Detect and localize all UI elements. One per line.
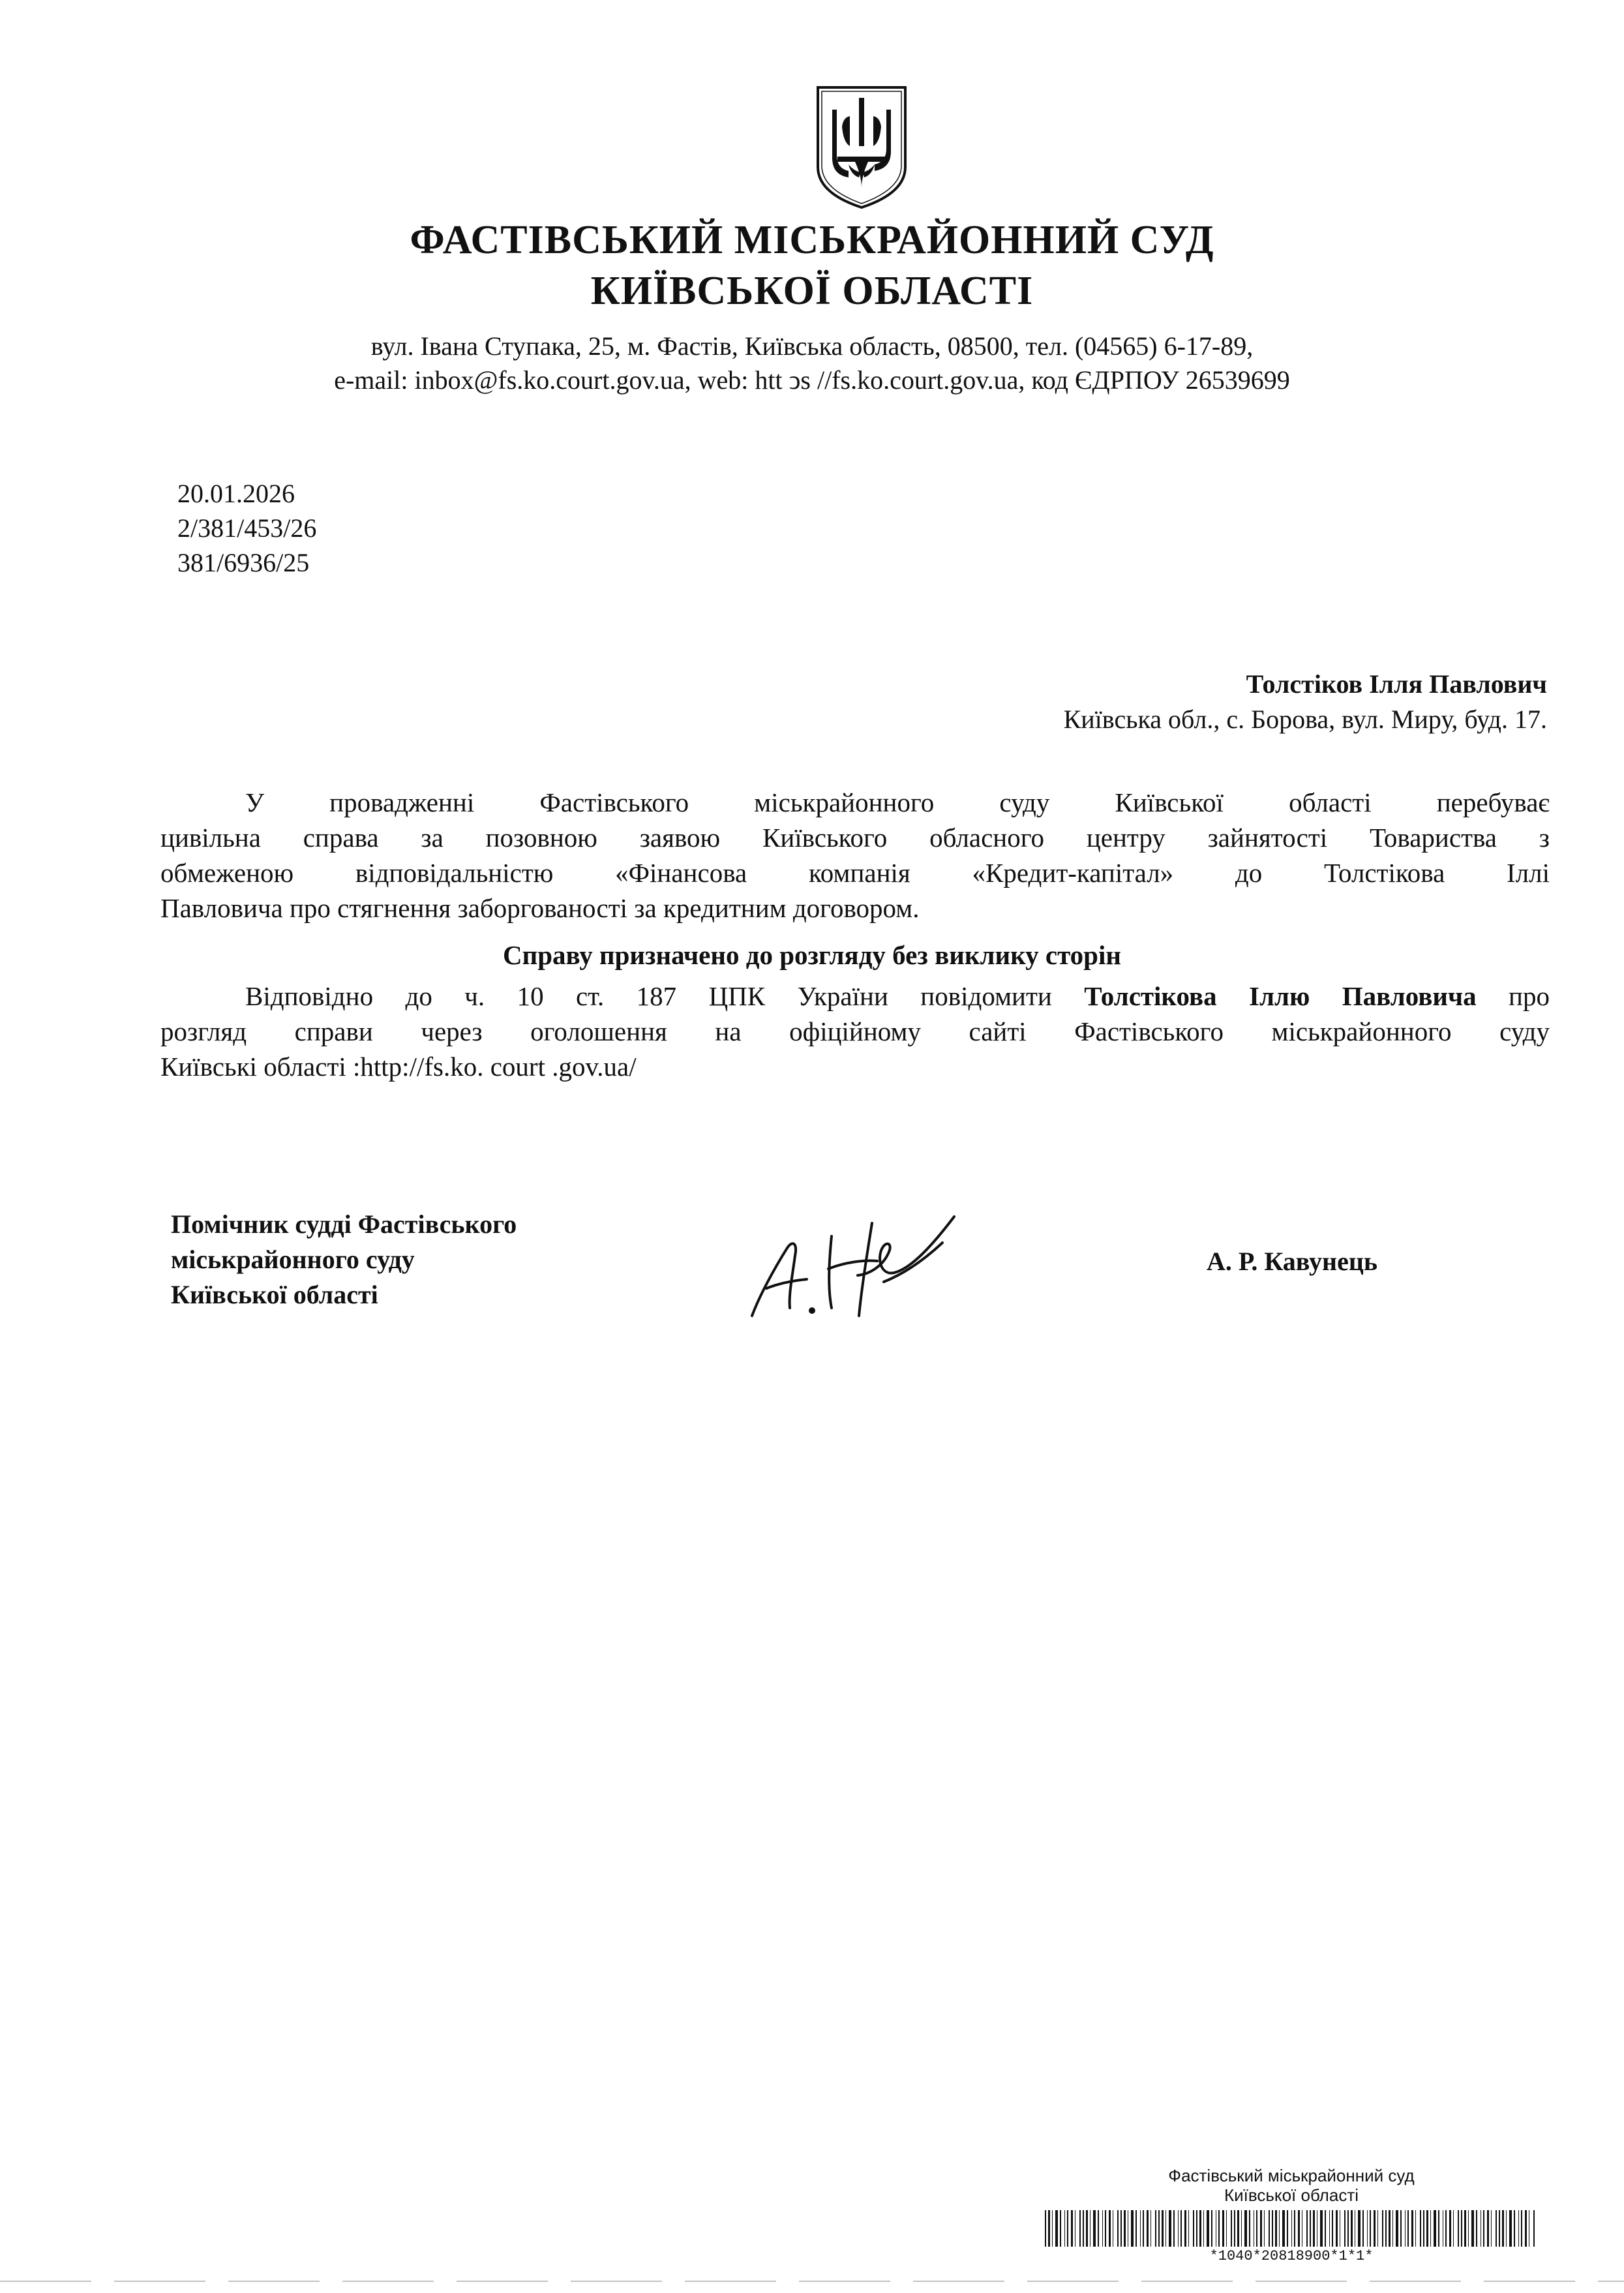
barcode-bar xyxy=(1109,2210,1111,2247)
barcode-bar xyxy=(1533,2210,1535,2247)
court-address: вул. Івана Ступака, 25, м. Фастів, Київська область, 08500, тел. (04565) 6-17-89, xyxy=(370,331,1254,361)
barcode-bar xyxy=(1415,2210,1416,2247)
barcode-bar xyxy=(1241,2210,1242,2247)
barcode-bar xyxy=(1260,2210,1262,2247)
barcode-bar xyxy=(1320,2210,1323,2247)
barcode-bar xyxy=(1143,2210,1144,2247)
court-contacts: e-mail: inbox@fs.ko.court.gov.ua, web: htt ͻs //fs.ko.court.gov.ua, код ЄДРПОУ 26539699 xyxy=(334,365,1290,395)
barcode-bar xyxy=(1396,2210,1398,2247)
paragraph2-line: Київські області :http://fs.ko. court .gov.ua/ xyxy=(160,1052,637,1082)
barcode-bar xyxy=(1234,2210,1235,2247)
barcode-bar xyxy=(1423,2210,1424,2247)
barcode-bar xyxy=(1178,2210,1179,2247)
outgoing-number: 2/381/453/26 xyxy=(177,513,317,543)
barcode-bar xyxy=(1362,2210,1364,2247)
barcode-bar xyxy=(1055,2210,1058,2247)
barcode-bar xyxy=(1102,2210,1103,2247)
barcode-bar xyxy=(1131,2210,1134,2247)
barcode-bar xyxy=(1502,2210,1504,2247)
barcode-bar xyxy=(1045,2210,1046,2247)
barcode-bar xyxy=(1374,2210,1376,2247)
handwritten-signature xyxy=(734,1197,969,1328)
barcode-bar xyxy=(1048,2210,1050,2247)
barcode-bar xyxy=(1086,2210,1088,2247)
signer-name: А. Р. Кавунець xyxy=(1207,1247,1378,1276)
barcode-bar xyxy=(1222,2210,1224,2247)
paragraph1-line: Павловича про стягнення заборгованості за кредитним договором. xyxy=(160,893,920,923)
barcode-bar xyxy=(1207,2210,1209,2247)
barcode-bar xyxy=(1147,2210,1149,2247)
barcode-bar xyxy=(1367,2210,1368,2247)
stamp-region: Київської області xyxy=(1224,2185,1359,2205)
barcode-bar xyxy=(1060,2210,1061,2247)
paragraph2-intro: Відповідно до ч. 10 ст. 187 ЦПК України повідомити xyxy=(245,981,1085,1011)
barcode-bar xyxy=(1471,2210,1474,2247)
recipient-block xyxy=(1064,667,1547,737)
barcode-bar xyxy=(1389,2210,1391,2247)
barcode-bar xyxy=(1117,2210,1119,2247)
barcode-bar xyxy=(1249,2210,1250,2247)
paragraph1-line: цивільна справа за позовною заявою Київського обласного центру зайнятості Товариства з xyxy=(160,823,1550,853)
barcode-bar xyxy=(1272,2210,1273,2247)
barcode-bar xyxy=(1464,2210,1466,2247)
barcode-bar xyxy=(1325,2210,1326,2247)
barcode-bar xyxy=(1310,2210,1311,2247)
barcode-bar xyxy=(1351,2210,1353,2247)
court-name-line1: ФАСТІВСЬКИЙ МІСЬКРАЙОННИЙ СУД xyxy=(410,218,1214,262)
barcode-bar xyxy=(1231,2210,1232,2247)
section-heading: Справу призначено до розгляду без виклику сторін xyxy=(502,940,1121,970)
barcode-bar xyxy=(1196,2210,1197,2247)
barcode-bar xyxy=(1135,2210,1137,2247)
barcode-bar xyxy=(1079,2210,1081,2247)
barcode-bar xyxy=(1392,2210,1393,2247)
recipient-address: Київська обл., с. Борова, вул. Миру, буд. 17. xyxy=(1063,705,1547,734)
barcode-bar xyxy=(1509,2210,1512,2247)
barcode-bar xyxy=(1344,2210,1346,2247)
barcode-bar xyxy=(1173,2210,1175,2247)
barcode-bar xyxy=(1199,2210,1201,2247)
barcode-bar xyxy=(1518,2210,1519,2247)
barcode-bar xyxy=(1218,2210,1220,2247)
barcode-bar xyxy=(1064,2210,1065,2247)
barcode-bar xyxy=(1496,2210,1497,2247)
barcode-bar xyxy=(1332,2210,1333,2247)
barcode-bar xyxy=(1468,2210,1469,2247)
barcode-bar xyxy=(1052,2210,1053,2247)
barcode-bar xyxy=(1525,2210,1527,2247)
barcode-bar xyxy=(1453,2210,1454,2247)
paragraph1-line: У провадженні Фастівського міськрайонного суду Київської області перебуває xyxy=(245,787,1550,817)
barcode-bar xyxy=(1244,2210,1247,2247)
document-date: 20.01.2026 xyxy=(177,479,295,508)
barcode-bar xyxy=(1211,2210,1212,2247)
defendant-name: Толстікова Іллю Павловича xyxy=(1084,981,1477,1011)
barcode-bar xyxy=(1461,2210,1462,2247)
barcode-bar xyxy=(1445,2210,1447,2247)
paragraph2-line xyxy=(160,979,1550,1014)
paragraph2-after-name: про xyxy=(1476,981,1550,1011)
stamp-court-name: Фастівський міськрайонний суд xyxy=(1168,2166,1415,2185)
barcode-bar xyxy=(1155,2210,1156,2247)
barcode-bar xyxy=(1188,2210,1189,2247)
barcode-bar xyxy=(1184,2210,1186,2247)
barcode-bar xyxy=(1193,2210,1194,2247)
barcode-bar xyxy=(1093,2210,1096,2247)
barcode-bar xyxy=(1426,2210,1428,2247)
barcode-bar xyxy=(1291,2210,1292,2247)
case-number: 381/6936/25 xyxy=(177,548,310,577)
barcode-bar xyxy=(1491,2210,1492,2247)
barcode-bar xyxy=(1438,2210,1439,2247)
barcode-bar xyxy=(1180,2210,1182,2247)
barcode-bar xyxy=(1347,2210,1349,2247)
barcode-bar xyxy=(1275,2210,1277,2247)
recipient-name: Толстіков Ілля Павлович xyxy=(1246,669,1547,699)
body-paragraph-2 xyxy=(160,979,1550,1084)
barcode-bar xyxy=(1226,2210,1227,2247)
barcode-bar xyxy=(1294,2210,1295,2247)
barcode-bar xyxy=(1264,2210,1265,2247)
barcode-bar xyxy=(1329,2210,1330,2247)
barcode-bar xyxy=(1203,2210,1204,2247)
barcode-bar xyxy=(1098,2210,1099,2247)
barcode-bar xyxy=(1385,2210,1387,2247)
registry-stamp xyxy=(1044,2166,1539,2264)
barcode-bar xyxy=(1298,2210,1300,2247)
barcode-bar xyxy=(1506,2210,1507,2247)
barcode-bar xyxy=(1279,2210,1280,2247)
barcode-bar xyxy=(1514,2210,1515,2247)
barcode-bar xyxy=(1140,2210,1141,2247)
barcode-bar xyxy=(1083,2210,1084,2247)
barcode-number: *1040*20818900*1*1* xyxy=(1209,2248,1374,2264)
barcode-bar xyxy=(1420,2210,1421,2247)
paragraph2-line: розгляд справи через оголошення на офіційному сайті Фастівського міськрайонного суду xyxy=(160,1016,1550,1046)
barcode-bar xyxy=(1282,2210,1285,2247)
signer-position-line: Помічник судді Фастівського xyxy=(171,1209,517,1239)
barcode-bar xyxy=(1287,2210,1288,2247)
barcode-bar xyxy=(1476,2210,1477,2247)
barcode-bar xyxy=(1370,2210,1371,2247)
document-meta xyxy=(177,476,316,580)
signer-position xyxy=(171,1207,517,1313)
barcode-bar xyxy=(1256,2210,1257,2247)
court-name-line2: КИЇВСЬКОЇ ОБЛАСТІ xyxy=(590,269,1034,313)
barcode-bar xyxy=(1120,2210,1122,2247)
barcode-bar xyxy=(1377,2210,1378,2247)
barcode-bar xyxy=(1124,2210,1126,2247)
signer-position-line: міськрайонного суду xyxy=(171,1245,415,1274)
barcode-bar xyxy=(1165,2210,1166,2247)
barcode-bar xyxy=(1407,2210,1409,2247)
signer-position-line: Київської області xyxy=(171,1280,378,1309)
barcode-bar xyxy=(1411,2210,1413,2247)
barcode-bar xyxy=(1382,2210,1383,2247)
barcode-bar xyxy=(1458,2210,1459,2247)
barcode-bar xyxy=(1487,2210,1489,2247)
barcode-bar xyxy=(1306,2210,1308,2247)
barcode-bar xyxy=(1521,2210,1522,2247)
paragraph1-line: обмеженою відповідальністю «Фінансова компанія «Кредит-капітал» до Толстікова Іллі xyxy=(160,858,1550,888)
barcode-bar xyxy=(1105,2210,1106,2247)
barcode-bar xyxy=(1400,2210,1402,2247)
barcode-bar xyxy=(1067,2210,1068,2247)
barcode-bar xyxy=(1336,2210,1338,2247)
barcode-bar xyxy=(1158,2210,1160,2247)
barcode-bar xyxy=(1162,2210,1164,2247)
barcode-bar xyxy=(1483,2210,1484,2247)
barcode-bar xyxy=(1269,2210,1270,2247)
barcode-bar xyxy=(1169,2210,1171,2247)
document-barcode xyxy=(1044,2210,1539,2247)
barcode-bar xyxy=(1430,2210,1431,2247)
body-paragraph-1 xyxy=(160,785,1550,926)
barcode-bar xyxy=(1434,2210,1436,2247)
barcode-bar xyxy=(1499,2210,1500,2247)
ukraine-trident-emblem xyxy=(813,84,910,211)
barcode-bar xyxy=(1449,2210,1451,2247)
barcode-bar xyxy=(1313,2210,1315,2247)
scan-artifact-line xyxy=(0,2281,1624,2282)
barcode-bar xyxy=(1071,2210,1073,2247)
barcode-bar xyxy=(1405,2210,1406,2247)
barcode-bar xyxy=(1150,2210,1151,2247)
barcode-bar xyxy=(1237,2210,1239,2247)
barcode-bar xyxy=(1358,2210,1361,2247)
